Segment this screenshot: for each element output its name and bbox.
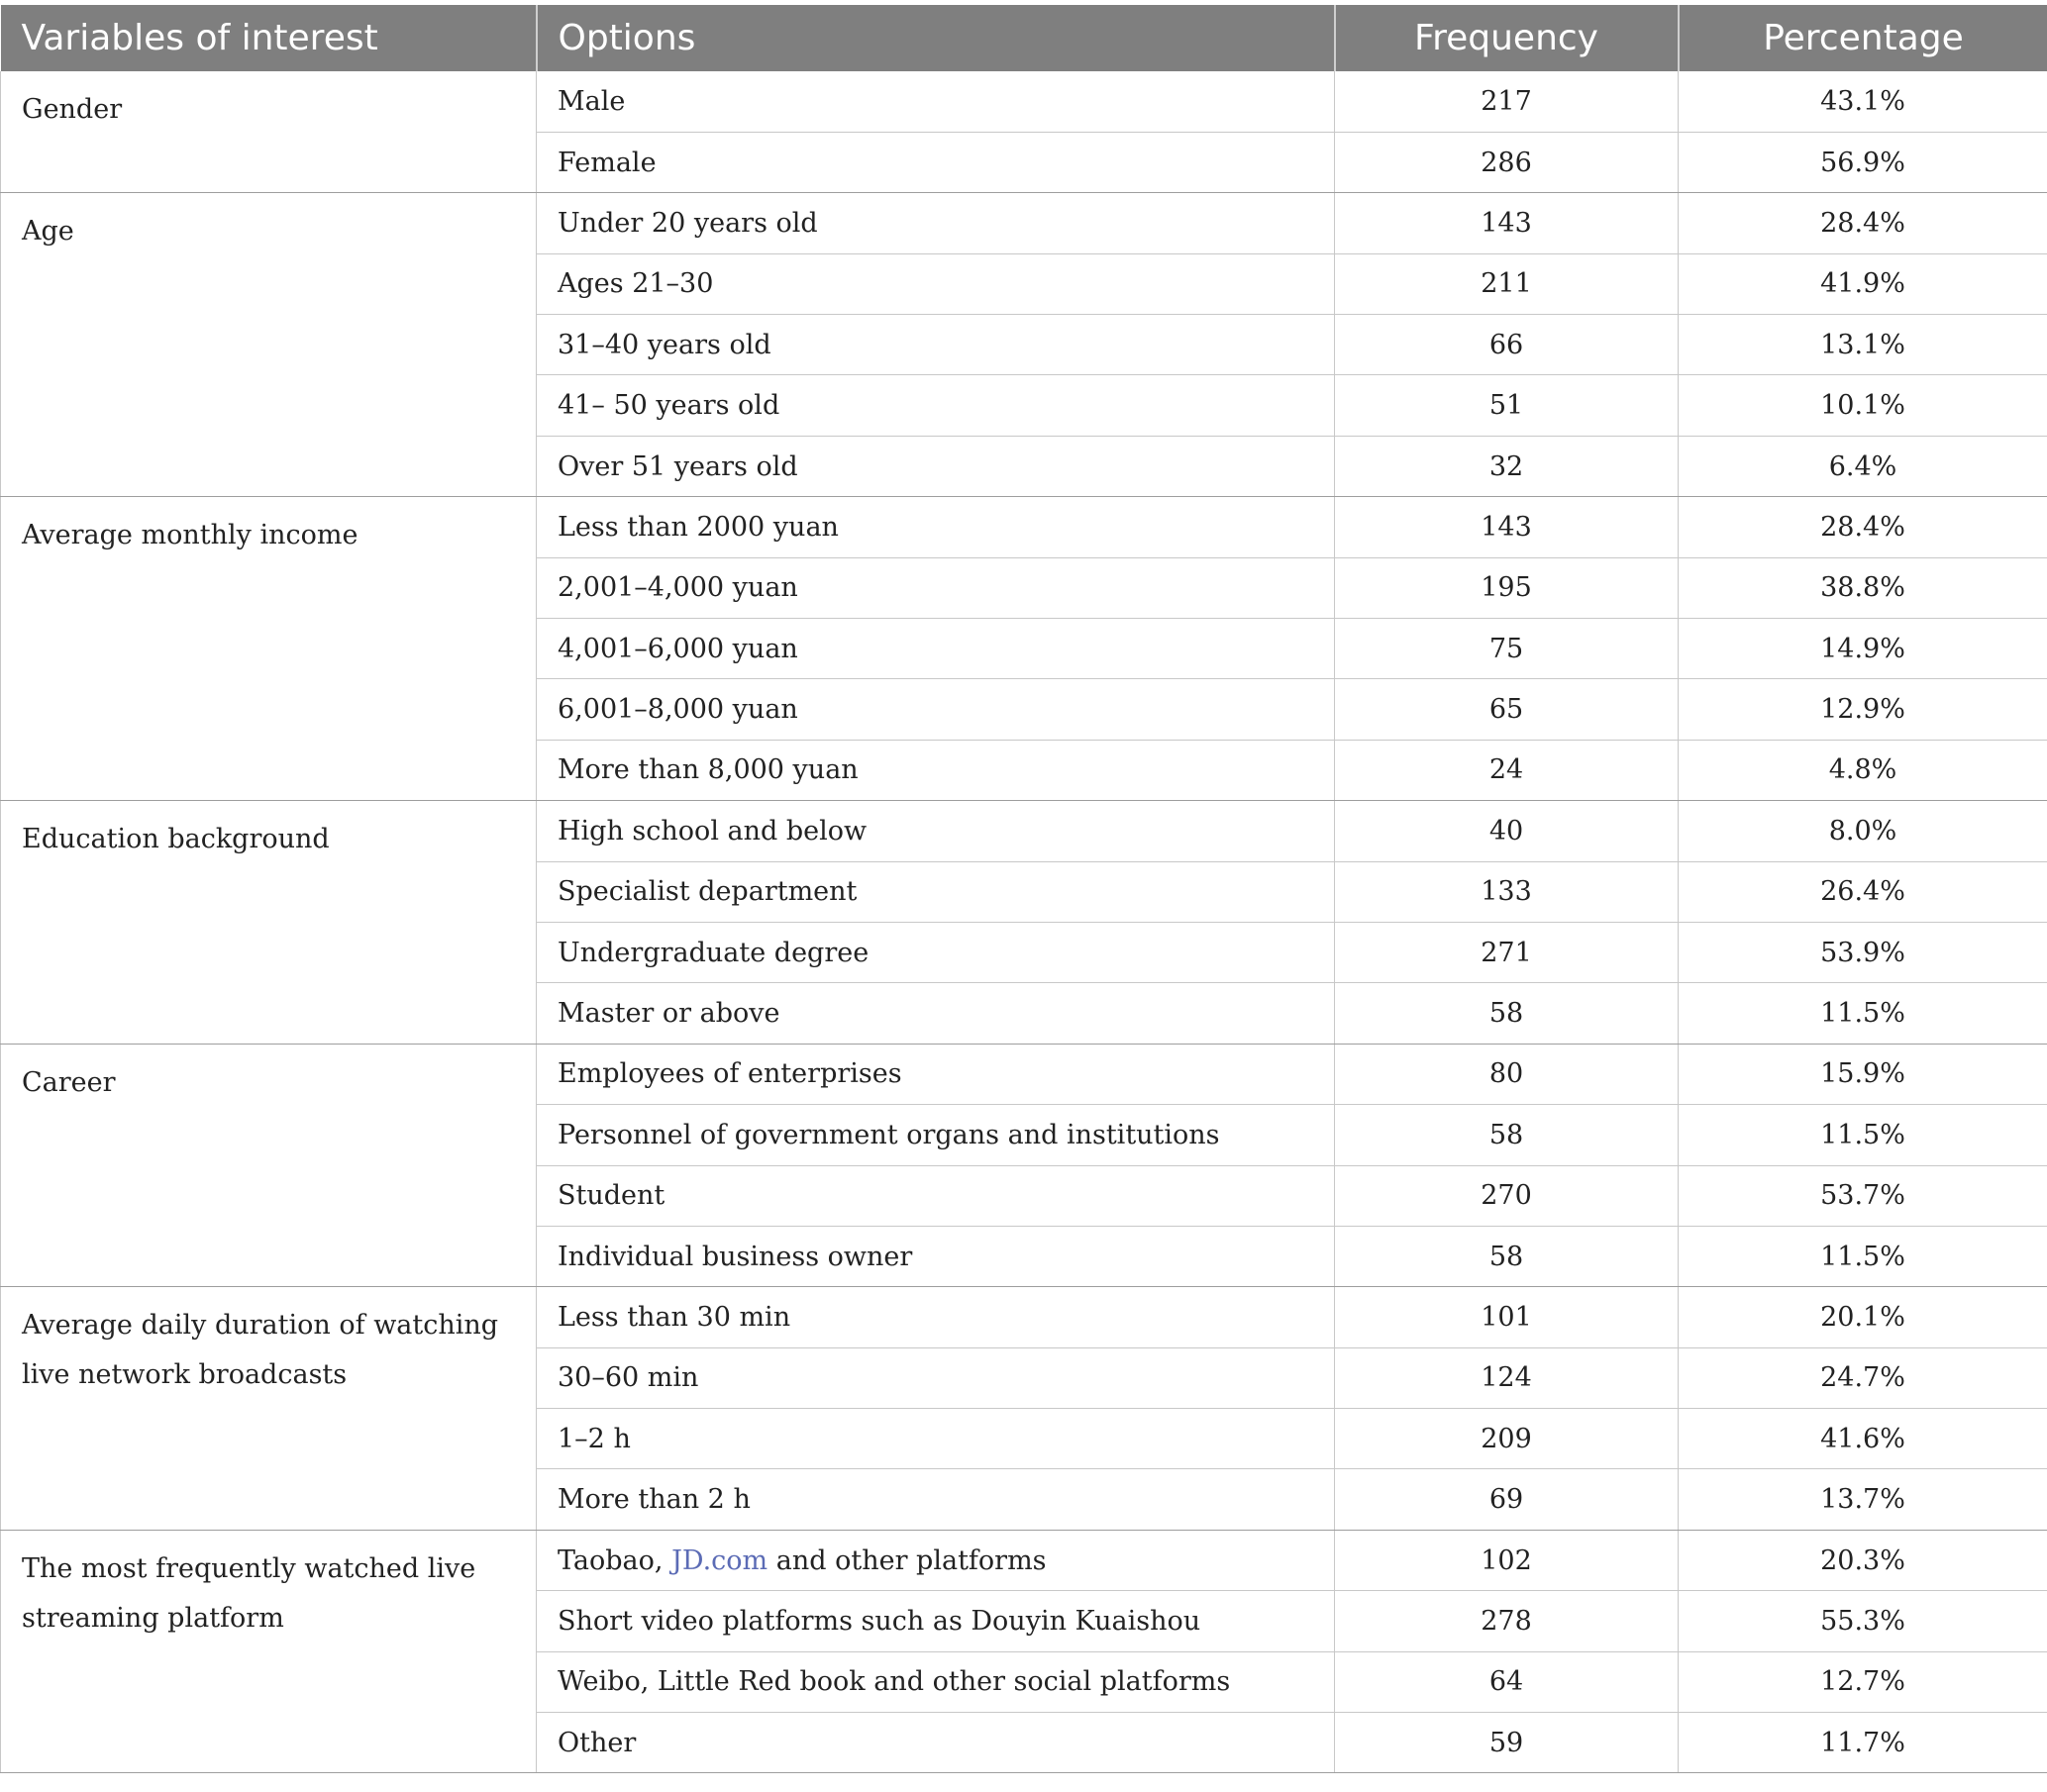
percentage-cell: 13.1% [1679, 315, 2047, 375]
frequency-cell: 271 [1335, 922, 1679, 982]
option-cell: Individual business owner [537, 1226, 1335, 1286]
option-cell: 31–40 years old [537, 315, 1335, 375]
table-row [1, 1287, 2047, 1347]
percentage-cell: 41.6% [1679, 1409, 2047, 1469]
variable-cell: Average daily duration of watching live network broadcasts [1, 1287, 537, 1531]
frequency-cell: 209 [1335, 1409, 1679, 1469]
option-cell: Under 20 years old [537, 193, 1335, 253]
percentage-cell: 43.1% [1679, 71, 2047, 132]
percentage-cell: 24.7% [1679, 1347, 2047, 1408]
table-row [1, 1530, 2047, 1590]
percentage-cell: 12.9% [1679, 679, 2047, 740]
option-cell: More than 8,000 yuan [537, 740, 1335, 800]
frequency-cell: 59 [1335, 1713, 1679, 1773]
option-cell: Ages 21–30 [537, 253, 1335, 314]
percentage-cell: 12.7% [1679, 1651, 2047, 1712]
frequency-cell: 58 [1335, 983, 1679, 1044]
frequency-cell: 58 [1335, 1105, 1679, 1165]
option-cell: Weibo, Little Red book and other social platforms [537, 1651, 1335, 1712]
header-variables: Variables of interest [1, 5, 537, 71]
table-body [1, 71, 2047, 1773]
option-cell: Undergraduate degree [537, 922, 1335, 982]
percentage-cell: 20.3% [1679, 1530, 2047, 1590]
frequency-cell: 40 [1335, 801, 1679, 861]
frequency-cell: 75 [1335, 619, 1679, 679]
percentage-cell: 26.4% [1679, 861, 2047, 922]
table-row [1, 801, 2047, 861]
table-row [1, 1044, 2047, 1104]
percentage-cell: 41.9% [1679, 253, 2047, 314]
option-cell: Less than 30 min [537, 1287, 1335, 1347]
percentage-cell: 4.8% [1679, 740, 2047, 800]
variable-cell: Career [1, 1044, 537, 1287]
frequency-cell: 66 [1335, 315, 1679, 375]
frequency-cell: 102 [1335, 1530, 1679, 1590]
header-frequency: Frequency [1335, 5, 1679, 71]
frequency-cell: 51 [1335, 375, 1679, 436]
header-percentage: Percentage [1679, 5, 2047, 71]
jd-com-link[interactable]: JD.com [671, 1544, 768, 1576]
percentage-cell: 11.5% [1679, 1226, 2047, 1286]
option-cell: 30–60 min [537, 1347, 1335, 1408]
percentage-cell: 10.1% [1679, 375, 2047, 436]
frequency-cell: 286 [1335, 132, 1679, 192]
option-cell: Personnel of government organs and institutions [537, 1105, 1335, 1165]
option-cell: Less than 2000 yuan [537, 497, 1335, 557]
variable-cell: The most frequently watched live streaming platform [1, 1530, 537, 1773]
frequency-cell: 101 [1335, 1287, 1679, 1347]
percentage-cell: 6.4% [1679, 436, 2047, 496]
frequency-cell: 278 [1335, 1591, 1679, 1651]
frequency-cell: 65 [1335, 679, 1679, 740]
percentage-cell: 56.9% [1679, 132, 2047, 192]
variable-cell: Average monthly income [1, 497, 537, 801]
percentage-cell: 38.8% [1679, 557, 2047, 618]
table-row [1, 193, 2047, 253]
frequency-cell: 80 [1335, 1044, 1679, 1104]
percentage-cell: 28.4% [1679, 497, 2047, 557]
option-cell: More than 2 h [537, 1469, 1335, 1530]
frequency-cell: 24 [1335, 740, 1679, 800]
option-cell: 41– 50 years old [537, 375, 1335, 436]
frequency-cell: 32 [1335, 436, 1679, 496]
option-cell: Employees of enterprises [537, 1044, 1335, 1104]
percentage-cell: 14.9% [1679, 619, 2047, 679]
option-cell: High school and below [537, 801, 1335, 861]
demographics-table [0, 5, 2047, 1773]
option-cell: Male [537, 71, 1335, 132]
variable-cell: Gender [1, 71, 537, 193]
frequency-cell: 217 [1335, 71, 1679, 132]
percentage-cell: 53.9% [1679, 922, 2047, 982]
frequency-cell: 143 [1335, 497, 1679, 557]
percentage-cell: 11.5% [1679, 983, 2047, 1044]
table-row [1, 497, 2047, 557]
table-header [1, 5, 2047, 71]
option-cell: 2,001–4,000 yuan [537, 557, 1335, 618]
option-cell: 6,001–8,000 yuan [537, 679, 1335, 740]
option-cell: Master or above [537, 983, 1335, 1044]
percentage-cell: 11.7% [1679, 1713, 2047, 1773]
frequency-cell: 143 [1335, 193, 1679, 253]
header-row [1, 5, 2047, 71]
percentage-cell: 11.5% [1679, 1105, 2047, 1165]
option-cell: 1–2 h [537, 1409, 1335, 1469]
frequency-cell: 58 [1335, 1226, 1679, 1286]
option-cell: Other [537, 1713, 1335, 1773]
variable-cell: Education background [1, 801, 537, 1045]
frequency-cell: 124 [1335, 1347, 1679, 1408]
frequency-cell: 133 [1335, 861, 1679, 922]
option-cell: Specialist department [537, 861, 1335, 922]
percentage-cell: 20.1% [1679, 1287, 2047, 1347]
option-cell: Student [537, 1165, 1335, 1226]
percentage-cell: 15.9% [1679, 1044, 2047, 1104]
option-text: Taobao, [558, 1544, 672, 1576]
option-cell [537, 1530, 1335, 1590]
percentage-cell: 28.4% [1679, 193, 2047, 253]
percentage-cell: 13.7% [1679, 1469, 2047, 1530]
header-options: Options [537, 5, 1335, 71]
option-cell: 4,001–6,000 yuan [537, 619, 1335, 679]
option-text: and other platforms [768, 1544, 1047, 1576]
table-row [1, 71, 2047, 132]
variable-cell: Age [1, 193, 537, 497]
percentage-cell: 55.3% [1679, 1591, 2047, 1651]
option-cell: Over 51 years old [537, 436, 1335, 496]
percentage-cell: 8.0% [1679, 801, 2047, 861]
option-cell: Female [537, 132, 1335, 192]
demographics-table-container [0, 5, 2047, 1773]
percentage-cell: 53.7% [1679, 1165, 2047, 1226]
frequency-cell: 195 [1335, 557, 1679, 618]
frequency-cell: 211 [1335, 253, 1679, 314]
frequency-cell: 270 [1335, 1165, 1679, 1226]
option-cell: Short video platforms such as Douyin Kuaishou [537, 1591, 1335, 1651]
frequency-cell: 69 [1335, 1469, 1679, 1530]
frequency-cell: 64 [1335, 1651, 1679, 1712]
